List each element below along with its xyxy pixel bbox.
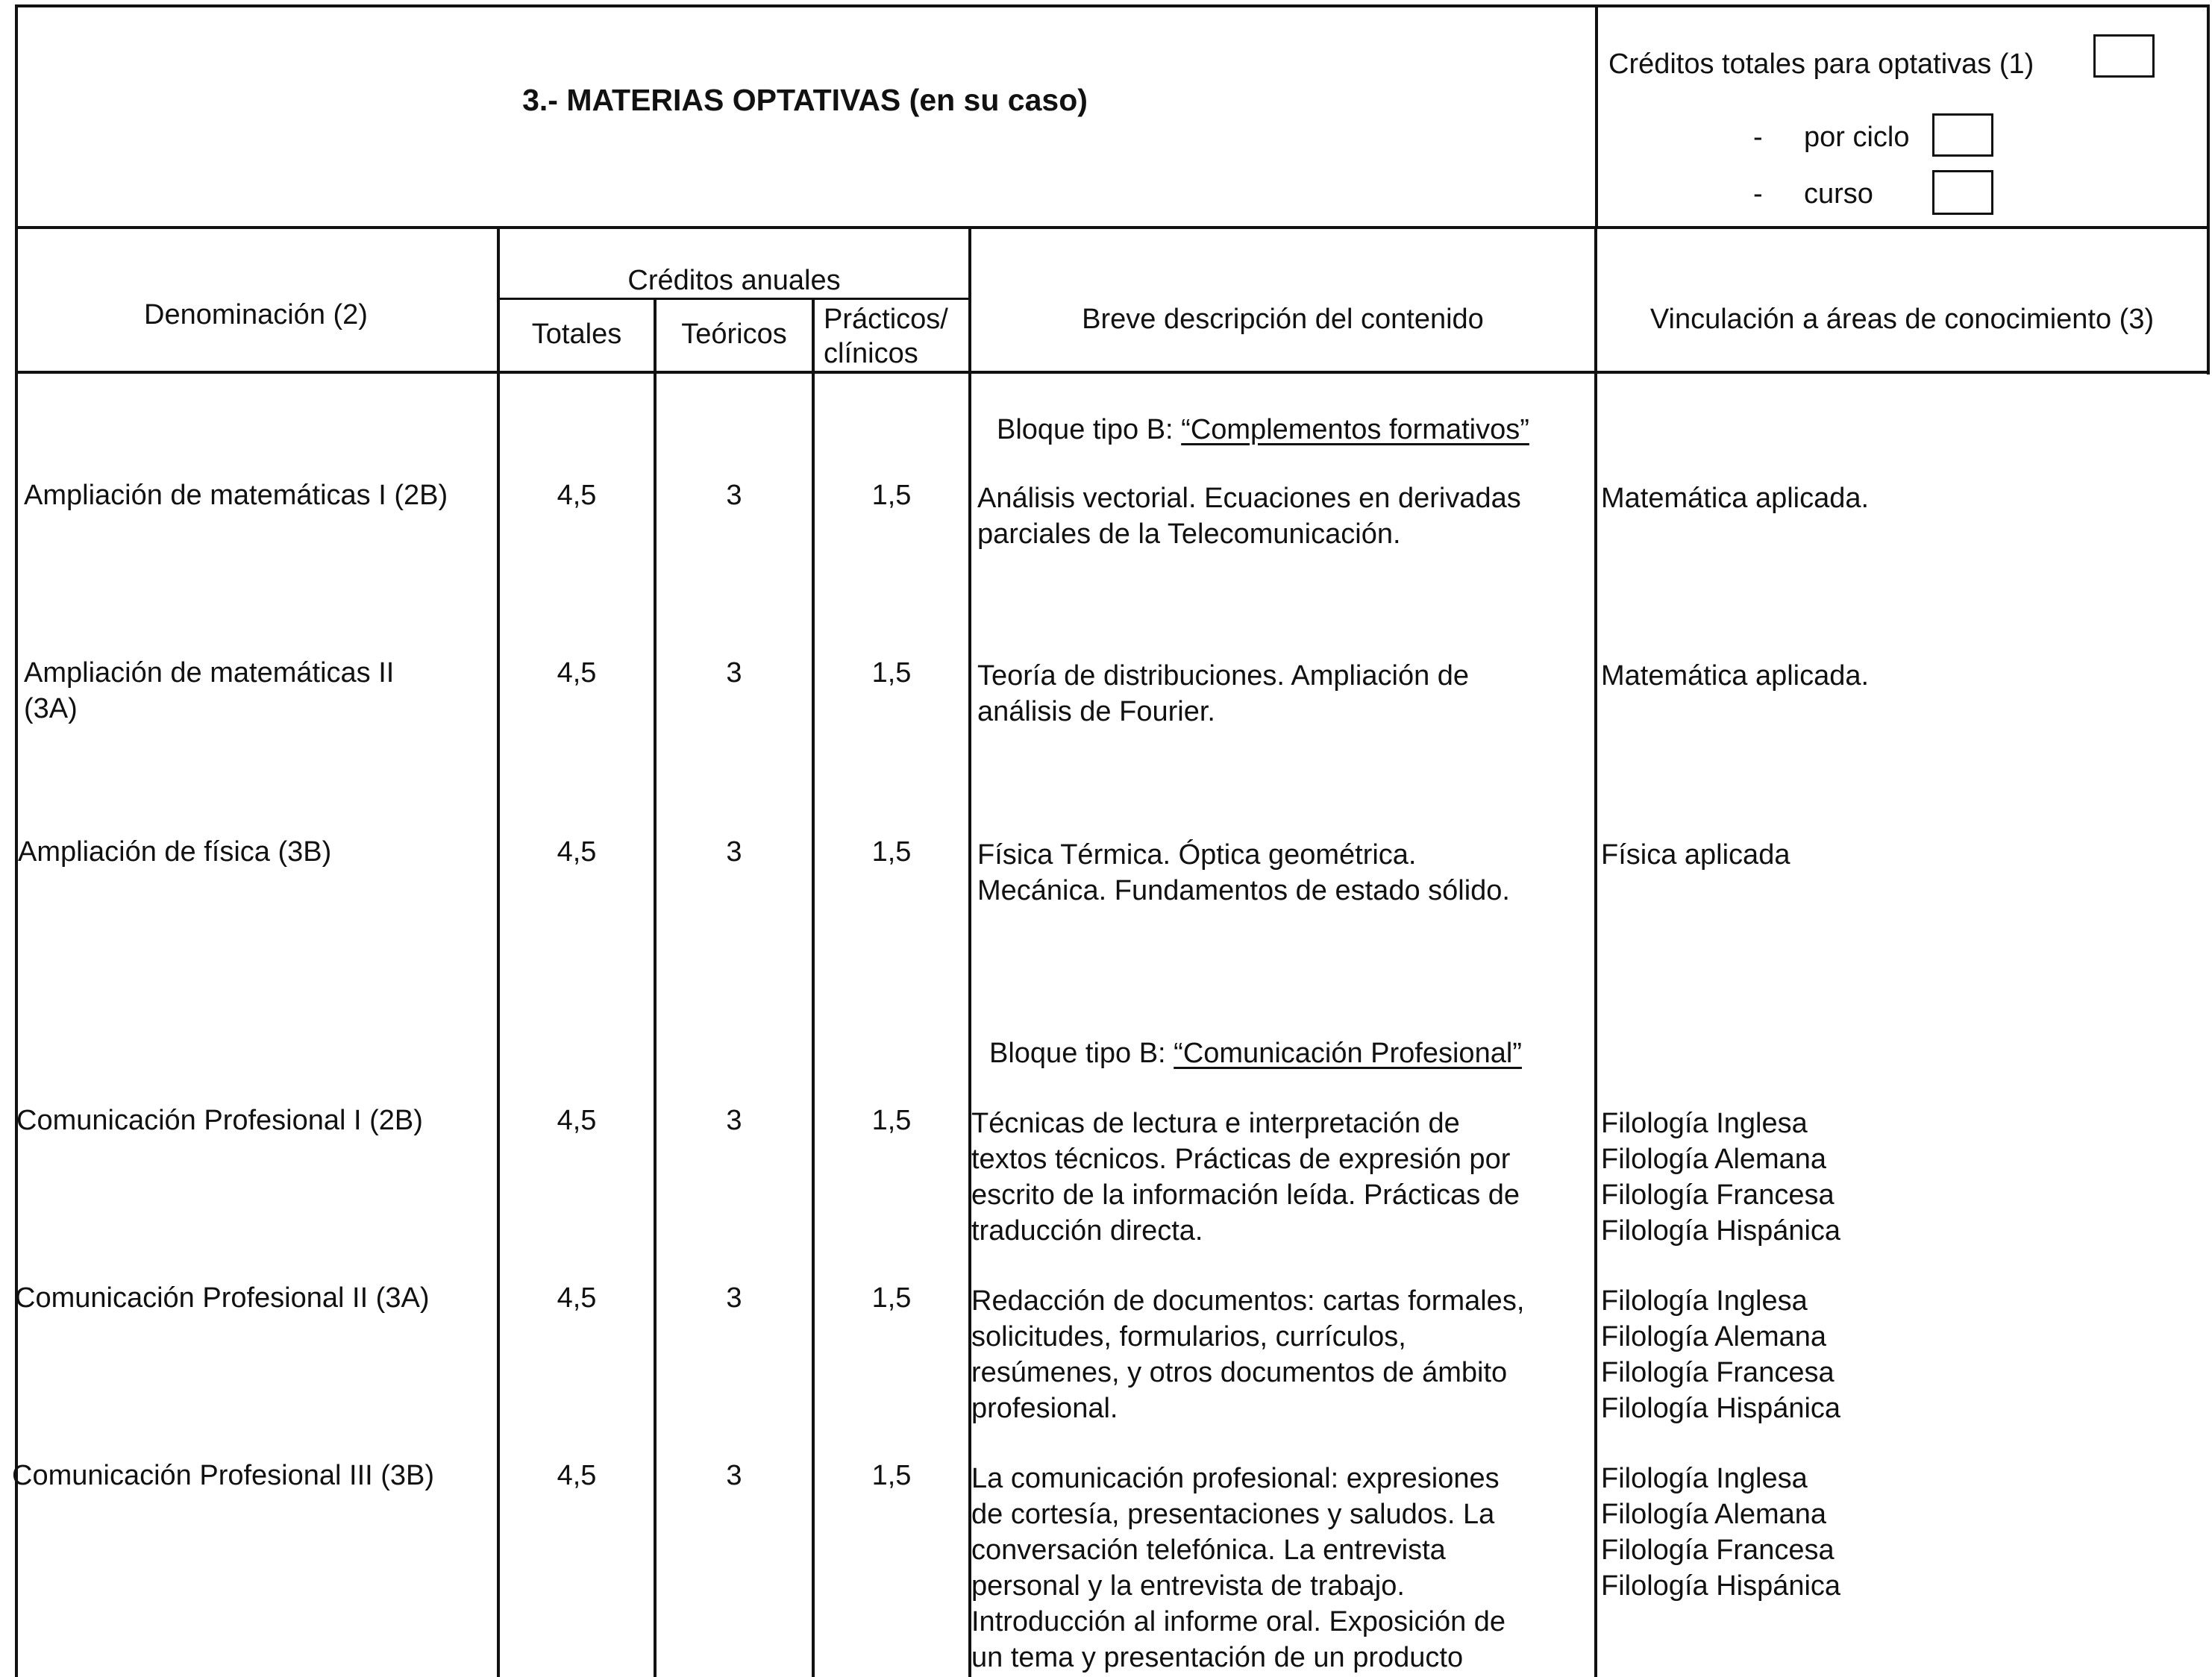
credits-practicos: 1,5 xyxy=(871,1105,912,1136)
knowledge-area: Filología Inglesa xyxy=(1601,1108,1808,1139)
content-description-line: personal y la entrevista de trabajo. xyxy=(971,1570,1405,1602)
credits-totales: 4,5 xyxy=(557,480,597,511)
section-title: 3.- MATERIAS OPTATIVAS (en su caso) xyxy=(522,83,1088,117)
knowledge-area: Matemática aplicada. xyxy=(1601,660,1870,692)
knowledge-area: Filología Alemana xyxy=(1601,1144,1827,1175)
course-name: Comunicación Profesional I (2B) xyxy=(16,1105,423,1136)
content-description-line: La comunicación profesional: expresiones xyxy=(971,1463,1500,1494)
col-divider-descripcion xyxy=(1594,226,1597,1677)
content-description-line: Teoría de distribuciones. Ampliación de xyxy=(977,660,1470,692)
course-name: Ampliación de física (3B) xyxy=(18,836,332,868)
content-description-line: Técnicas de lectura e interpretación de xyxy=(971,1108,1460,1139)
content-description-line: parciales de la Telecomunicación. xyxy=(977,518,1401,550)
per-cycle-box[interactable] xyxy=(1932,113,1993,157)
credits-teoricos: 3 xyxy=(726,1282,742,1314)
col-header-practicos-1: Prácticos/ xyxy=(824,304,948,335)
course-dash: - xyxy=(1753,178,1763,210)
block-prefix: Bloque tipo B: xyxy=(989,1038,1174,1069)
per-cycle-dash: - xyxy=(1753,122,1763,153)
content-description-line: un tema y presentación de un producto xyxy=(971,1642,1464,1673)
col-header-denominacion: Denominación (2) xyxy=(144,299,368,330)
knowledge-area: Filología Francesa xyxy=(1601,1179,1835,1211)
content-description-line: Mecánica. Fundamentos de estado sólido. xyxy=(977,875,1510,906)
credits-totales: 4,5 xyxy=(557,1282,597,1314)
credits-teoricos: 3 xyxy=(726,836,742,868)
content-description-line: profesional. xyxy=(971,1393,1118,1424)
knowledge-area: Filología Hispánica xyxy=(1601,1215,1841,1247)
credits-practicos: 1,5 xyxy=(871,1282,912,1314)
credits-practicos: 1,5 xyxy=(871,480,912,511)
credits-practicos: 1,5 xyxy=(871,657,912,689)
col-header-vinculacion: Vinculación a áreas de conocimiento (3) xyxy=(1649,304,2155,335)
content-description-line: Física Térmica. Óptica geométrica. xyxy=(977,839,1417,871)
col-header-practicos-2: clínicos xyxy=(824,338,918,369)
block-heading-comunicacion xyxy=(989,1035,1522,1071)
course-label: curso xyxy=(1804,178,1873,210)
content-description-line: resúmenes, y otros documentos de ámbito xyxy=(971,1357,1508,1388)
credits-totales: 4,5 xyxy=(557,1460,597,1491)
credits-teoricos: 3 xyxy=(726,480,742,511)
credits-teoricos: 3 xyxy=(726,657,742,689)
credits-teoricos: 3 xyxy=(726,1460,742,1491)
table-top-border xyxy=(15,4,2210,7)
content-description-line: de cortesía, presentaciones y saludos. La xyxy=(971,1499,1495,1530)
column-header-bottom-border xyxy=(15,371,2210,374)
knowledge-area: Física aplicada xyxy=(1601,839,1790,871)
block-name: “Comunicación Profesional” xyxy=(1174,1038,1522,1069)
col-header-teoricos: Teóricos xyxy=(681,319,787,350)
knowledge-area: Filología Francesa xyxy=(1601,1535,1835,1566)
content-description-line: traducción directa. xyxy=(971,1215,1203,1247)
content-description-line: análisis de Fourier. xyxy=(977,696,1215,727)
content-description-line: textos técnicos. Prácticas de expresión por xyxy=(971,1144,1511,1175)
course-name: Ampliación de matemáticas II xyxy=(24,657,395,689)
credits-totales: 4,5 xyxy=(557,836,597,868)
course-box[interactable] xyxy=(1932,170,1993,215)
block-prefix: Bloque tipo B: xyxy=(997,414,1182,445)
table-right-border xyxy=(2207,4,2210,374)
credits-practicos: 1,5 xyxy=(871,836,912,868)
header-divider xyxy=(1595,4,1598,229)
course-name: Ampliación de matemáticas I (2B) xyxy=(24,480,448,511)
content-description-line: solicitudes, formularios, currículos, xyxy=(971,1321,1406,1352)
content-description-line: escrito de la información leída. Prácticas de xyxy=(971,1179,1520,1211)
credits-totales: 4,5 xyxy=(557,1105,597,1136)
credits-teoricos: 3 xyxy=(726,1105,742,1136)
knowledge-area: Filología Inglesa xyxy=(1601,1463,1808,1494)
content-description-line: Redacción de documentos: cartas formales, xyxy=(971,1285,1525,1317)
credits-total-label: Créditos totales para optativas (1) xyxy=(1608,48,2034,80)
col-header-totales: Totales xyxy=(531,319,622,350)
knowledge-area: Filología Alemana xyxy=(1601,1321,1827,1352)
knowledge-area: Filología Hispánica xyxy=(1601,1570,1841,1602)
knowledge-area: Matemática aplicada. xyxy=(1601,483,1870,514)
block-name: “Complementos formativos” xyxy=(1181,414,1529,445)
course-name: Comunicación Profesional II (3A) xyxy=(15,1282,430,1314)
credits-practicos: 1,5 xyxy=(871,1460,912,1491)
credits-totales: 4,5 xyxy=(557,657,597,689)
knowledge-area: Filología Inglesa xyxy=(1601,1285,1808,1317)
col-header-creditos-anuales: Créditos anuales xyxy=(627,265,841,296)
knowledge-area: Filología Francesa xyxy=(1601,1357,1835,1388)
block-heading-complementos xyxy=(997,412,1529,448)
content-description-line: Introducción al informe oral. Exposición de xyxy=(971,1606,1506,1637)
credits-total-box[interactable] xyxy=(2093,34,2155,78)
content-description-line: Análisis vectorial. Ecuaciones en derivadas xyxy=(977,483,1521,514)
content-description-line: conversación telefónica. La entrevista xyxy=(971,1535,1446,1566)
col-divider-practicos xyxy=(968,226,971,1677)
course-name: Comunicación Profesional III (3B) xyxy=(12,1460,435,1491)
per-cycle-label: por ciclo xyxy=(1804,122,1910,153)
knowledge-area: Filología Hispánica xyxy=(1601,1393,1841,1424)
header-bottom-border xyxy=(15,226,2210,229)
col-header-descripcion: Breve descripción del contenido xyxy=(1082,304,1484,335)
course-name: (3A) xyxy=(24,693,78,724)
knowledge-area: Filología Alemana xyxy=(1601,1499,1827,1530)
